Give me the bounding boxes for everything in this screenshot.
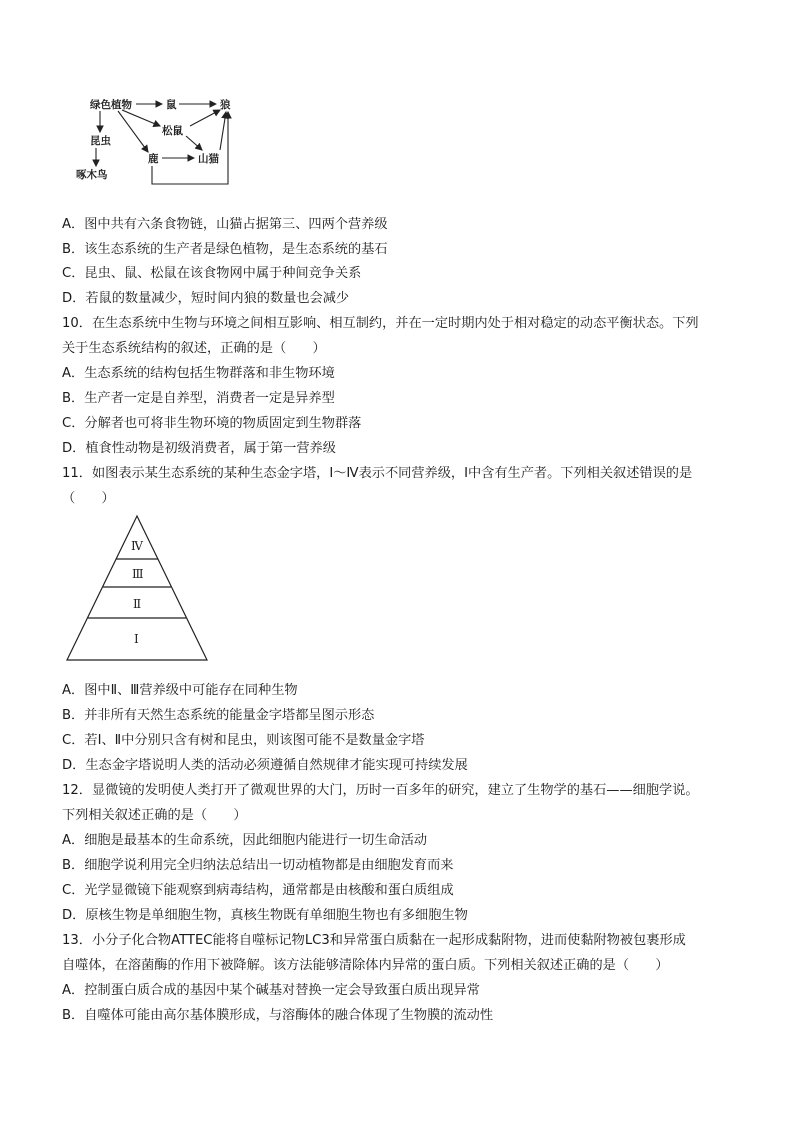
q10-option-c: C．分解者也可将非生物环境的物质固定到生物群落 (62, 416, 362, 431)
node-insect: 昆虫 (90, 135, 111, 147)
q12-option-d: D．原核生物是单细胞生物，真核生物既有单细胞生物也有多细胞生物 (62, 908, 468, 923)
q13-option-b: B．自噬体可能由高尔基体膜形成，与溶酶体的融合体现了生物膜的流动性 (62, 1008, 494, 1023)
q13-stem-line1: 13．小分子化合物ATTEC能将自噬标记物LC3和异常蛋白质黏在一起形成黏附物，进而使黏附物被包裹形成 (62, 933, 686, 948)
q12-option-a: A．细胞是最基本的生命系统，因此细胞内能进行一切生命活动 (62, 833, 428, 848)
arrow-plant-deer (118, 111, 148, 152)
node-woodpecker: 啄木鸟 (76, 169, 108, 181)
q10-stem-line2: 关于生态系统结构的叙述，正确的是（ ） (62, 341, 326, 356)
node-mouse: 鼠 (166, 99, 177, 111)
q11-option-a: A．图中Ⅱ、Ⅲ营养级中可能存在同种生物 (62, 683, 298, 698)
food-web-diagram (62, 92, 262, 192)
q10-option-b: B．生产者一定是自养型，消费者一定是异养型 (62, 391, 335, 406)
q13-option-a: A．控制蛋白质合成的基因中某个碱基对替换一定会导致蛋白质出现异常 (62, 983, 480, 998)
ecological-pyramid (62, 512, 212, 662)
q9-option-d: D．若鼠的数量减少，短时间内狼的数量也会减少 (62, 291, 350, 306)
q9-option-c: C．昆虫、鼠、松鼠在该食物网中属于种间竞争关系 (62, 266, 362, 281)
pyramid-level-4: Ⅳ (131, 539, 143, 553)
q10-stem-line1: 10．在生态系统中生物与环境之间相互影响、相互制约，并在一定时期内处于相对稳定的动态平衡状态。下列 (62, 316, 699, 331)
node-plant: 绿色植物 (90, 99, 132, 111)
arrow-squirrel-wolf (190, 110, 220, 126)
pyramid-level-3: Ⅲ (132, 567, 144, 581)
pyramid-level-2: Ⅱ (133, 597, 142, 611)
q11-stem-line1: 11．如图表示某生态系统的某种生态金字塔，Ⅰ～Ⅳ表示不同营养级，Ⅰ中含有生产者。下列相关叙述错误的是 (62, 466, 693, 481)
q11-option-c: C．若Ⅰ、Ⅱ中分别只含有树和昆虫，则该图可能不是数量金字塔 (62, 733, 425, 748)
q9-option-b: B．该生态系统的生产者是绿色植物，是生态系统的基石 (62, 242, 388, 257)
q11-option-b: B．并非所有天然生态系统的能量金字塔都呈图示形态 (62, 708, 375, 723)
q10-option-d: D．植食性动物是初级消费者，属于第一营养级 (62, 441, 336, 456)
node-wolf: 狼 (220, 99, 231, 111)
arrow-squirrel-lynx (186, 136, 202, 150)
q10-option-a: A．生态系统的结构包括生物群落和非生物环境 (62, 366, 335, 381)
q9-option-a: A．图中共有六条食物链，山猫占据第三、四两个营养级 (62, 217, 388, 232)
node-deer: 鹿 (148, 153, 159, 165)
arrow-deer-wolf (152, 112, 228, 184)
q12-option-c: C．光学显微镜下能观察到病毒结构，通常都是由核酸和蛋白质组成 (62, 883, 454, 898)
q12-stem-line2: 下列相关叙述正确的是（ ） (62, 808, 247, 823)
node-squirrel: 松鼠 (162, 125, 183, 137)
arrow-lynx-wolf (220, 112, 226, 150)
q11-option-d: D．生态金字塔说明人类的活动必须遵循自然规律才能实现可持续发展 (62, 758, 468, 773)
q11-stem-line2: （ ） (62, 491, 115, 506)
q12-option-b: B．细胞学说利用完全归纳法总结出一切动植物都是由细胞发育而来 (62, 858, 454, 873)
q13-stem-line2: 自噬体，在溶菌酶的作用下被降解。该方法能够清除体内异常的蛋白质。下列相关叙述正确的是（ ） (62, 958, 669, 973)
node-lynx: 山猫 (198, 153, 219, 165)
q12-stem-line1: 12．显微镜的发明使人类打开了微观世界的大门，历时一百多年的研究，建立了生物学的基石——细胞学说。 (62, 783, 699, 798)
pyramid-level-1: Ⅰ (134, 632, 139, 646)
